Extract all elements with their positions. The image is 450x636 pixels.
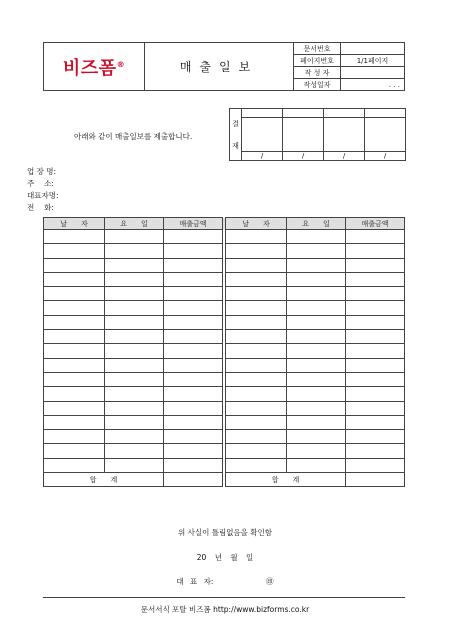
cell-day[interactable] bbox=[287, 330, 346, 344]
approval-side-bottom: 재 bbox=[232, 141, 239, 150]
approval-sign-cell[interactable] bbox=[242, 118, 283, 152]
table-row bbox=[44, 258, 405, 272]
cell-date[interactable] bbox=[226, 444, 287, 458]
cell-amount[interactable] bbox=[346, 301, 405, 315]
representative-label: 대 표 자: bbox=[176, 577, 214, 586]
cell-amount[interactable] bbox=[346, 330, 405, 344]
cell-day[interactable] bbox=[105, 230, 164, 244]
footer-text: 문서서식 포탈 비즈폼 http://www.bizforms.co.kr bbox=[140, 605, 310, 614]
cell-amount[interactable] bbox=[346, 430, 405, 444]
footer-divider bbox=[43, 597, 405, 598]
cell-date[interactable] bbox=[226, 344, 287, 358]
approval-date-cell[interactable]: / bbox=[324, 152, 365, 161]
cell-amount[interactable] bbox=[346, 401, 405, 415]
table-row bbox=[44, 458, 405, 472]
cell-date[interactable] bbox=[44, 230, 105, 244]
signature-date-line: 20 년 월 일 bbox=[196, 553, 254, 562]
page-title: 매출일보 bbox=[179, 60, 259, 74]
total-value-right[interactable] bbox=[346, 473, 405, 487]
approval-side-label bbox=[230, 109, 242, 161]
approval-sign-cell[interactable] bbox=[324, 118, 365, 152]
cell-amount[interactable] bbox=[164, 372, 223, 386]
table-row bbox=[44, 330, 405, 344]
cell-date[interactable] bbox=[226, 458, 287, 472]
cell-day[interactable] bbox=[287, 458, 346, 472]
table-row bbox=[44, 401, 405, 415]
cell-date[interactable] bbox=[226, 387, 287, 401]
cell-day[interactable] bbox=[287, 444, 346, 458]
column-header-amount: 매출금액 bbox=[164, 218, 223, 230]
cell-day[interactable] bbox=[105, 415, 164, 429]
column-header-day: 요 일 bbox=[105, 218, 164, 230]
cell-date[interactable] bbox=[226, 301, 287, 315]
logo-text: 비즈폼 bbox=[62, 57, 117, 79]
cell-day[interactable] bbox=[287, 344, 346, 358]
confirmation-text: 위 사실이 틀림없음을 확인함 bbox=[177, 528, 273, 537]
table-row bbox=[44, 358, 405, 372]
cell-amount[interactable] bbox=[164, 287, 223, 301]
registered-mark: ® bbox=[116, 59, 126, 69]
cell-day[interactable] bbox=[105, 258, 164, 272]
info-phone: 전 화: bbox=[27, 203, 54, 212]
table-row bbox=[44, 387, 405, 401]
cell-amount[interactable] bbox=[346, 372, 405, 386]
cell-amount[interactable] bbox=[164, 458, 223, 472]
table-row bbox=[44, 301, 405, 315]
cell-amount[interactable] bbox=[164, 401, 223, 415]
cell-date[interactable] bbox=[44, 244, 105, 258]
cell-day[interactable] bbox=[287, 315, 346, 329]
approval-box bbox=[229, 108, 406, 161]
field-label-doc-no: 문서번호 bbox=[294, 43, 341, 55]
cell-date[interactable] bbox=[226, 230, 287, 244]
cell-date[interactable] bbox=[226, 415, 287, 429]
table-row bbox=[44, 287, 405, 301]
cell-amount[interactable] bbox=[164, 430, 223, 444]
cell-day[interactable] bbox=[287, 358, 346, 372]
representative-line bbox=[0, 576, 450, 587]
cell-date[interactable] bbox=[44, 458, 105, 472]
cell-day[interactable] bbox=[105, 458, 164, 472]
cell-day[interactable] bbox=[287, 230, 346, 244]
cell-date[interactable] bbox=[44, 372, 105, 386]
seal-mark: ㊞ bbox=[266, 577, 274, 586]
cell-amount[interactable] bbox=[164, 387, 223, 401]
cell-date[interactable] bbox=[44, 430, 105, 444]
cell-date[interactable] bbox=[44, 287, 105, 301]
cell-date[interactable] bbox=[44, 444, 105, 458]
approval-sign-cell[interactable] bbox=[283, 118, 324, 152]
cell-day[interactable] bbox=[105, 244, 164, 258]
table-row bbox=[44, 415, 405, 429]
table-body bbox=[44, 230, 405, 473]
cell-amount[interactable] bbox=[346, 315, 405, 329]
field-label-page-no: 페이지번호 bbox=[294, 55, 341, 67]
table-row bbox=[44, 272, 405, 286]
table-row bbox=[44, 444, 405, 458]
cell-amount[interactable] bbox=[346, 258, 405, 272]
sales-table bbox=[43, 217, 405, 487]
cell-day[interactable] bbox=[287, 301, 346, 315]
cell-date[interactable] bbox=[44, 344, 105, 358]
total-label-right: 합 계 bbox=[226, 473, 346, 487]
cell-date[interactable] bbox=[226, 287, 287, 301]
cell-day[interactable] bbox=[105, 330, 164, 344]
cell-amount[interactable] bbox=[164, 230, 223, 244]
cell-date[interactable] bbox=[226, 401, 287, 415]
cell-day[interactable] bbox=[287, 272, 346, 286]
cell-amount[interactable] bbox=[164, 301, 223, 315]
cell-day[interactable] bbox=[105, 444, 164, 458]
cell-day[interactable] bbox=[105, 372, 164, 386]
cell-date[interactable] bbox=[44, 415, 105, 429]
cell-amount[interactable] bbox=[346, 344, 405, 358]
cell-date[interactable] bbox=[44, 301, 105, 315]
cell-date[interactable] bbox=[44, 330, 105, 344]
approval-title-cell[interactable] bbox=[242, 109, 283, 118]
approval-date-cell[interactable]: / bbox=[283, 152, 324, 161]
table-row bbox=[44, 244, 405, 258]
cell-amount[interactable] bbox=[346, 272, 405, 286]
cell-day[interactable] bbox=[287, 287, 346, 301]
cell-amount[interactable] bbox=[346, 287, 405, 301]
table-row bbox=[44, 430, 405, 444]
cell-day[interactable] bbox=[105, 387, 164, 401]
total-value-left[interactable] bbox=[164, 473, 223, 487]
cell-amount[interactable] bbox=[164, 344, 223, 358]
approval-title-cell[interactable] bbox=[283, 109, 324, 118]
table-header-row bbox=[44, 218, 405, 230]
cell-day[interactable] bbox=[287, 401, 346, 415]
cell-day[interactable] bbox=[105, 272, 164, 286]
table-row bbox=[44, 372, 405, 386]
field-value-doc-no[interactable] bbox=[341, 43, 405, 55]
cell-date[interactable] bbox=[226, 358, 287, 372]
approval-side-top: 결 bbox=[232, 119, 239, 128]
column-header-day: 요 일 bbox=[287, 218, 346, 230]
cell-amount[interactable] bbox=[346, 415, 405, 429]
cell-amount[interactable] bbox=[164, 244, 223, 258]
cell-date[interactable] bbox=[226, 244, 287, 258]
table-row bbox=[44, 230, 405, 244]
approval-sign-cell[interactable] bbox=[365, 118, 406, 152]
cell-date[interactable] bbox=[226, 272, 287, 286]
cell-day[interactable] bbox=[105, 301, 164, 315]
cell-amount[interactable] bbox=[346, 244, 405, 258]
cell-date[interactable] bbox=[226, 330, 287, 344]
cell-day[interactable] bbox=[287, 430, 346, 444]
bizforms-logo bbox=[63, 58, 125, 79]
cell-day[interactable] bbox=[287, 387, 346, 401]
approval-title-cell[interactable] bbox=[365, 109, 406, 118]
cell-amount[interactable] bbox=[346, 230, 405, 244]
field-value-author[interactable] bbox=[341, 67, 405, 79]
cell-day[interactable] bbox=[105, 401, 164, 415]
cell-date[interactable] bbox=[44, 272, 105, 286]
cell-day[interactable] bbox=[105, 358, 164, 372]
cell-amount[interactable] bbox=[164, 315, 223, 329]
field-value-date[interactable]: . . . bbox=[341, 79, 405, 91]
column-header-date: 날 자 bbox=[226, 218, 287, 230]
table-row bbox=[44, 344, 405, 358]
info-business-name: 업 장 명: bbox=[27, 167, 57, 176]
cell-day[interactable] bbox=[105, 344, 164, 358]
cell-amount[interactable] bbox=[164, 258, 223, 272]
info-address: 주 소: bbox=[27, 179, 54, 188]
cell-amount[interactable] bbox=[164, 358, 223, 372]
cell-day[interactable] bbox=[105, 315, 164, 329]
field-value-page-no[interactable]: 1/1페이지 bbox=[341, 55, 405, 67]
cell-amount[interactable] bbox=[346, 458, 405, 472]
submission-notice: 아래와 같이 매출일보를 제출합니다. bbox=[74, 132, 193, 141]
cell-day[interactable] bbox=[105, 430, 164, 444]
cell-amount[interactable] bbox=[346, 387, 405, 401]
column-header-amount: 매출금액 bbox=[346, 218, 405, 230]
cell-date[interactable] bbox=[226, 315, 287, 329]
cell-date[interactable] bbox=[44, 358, 105, 372]
cell-amount[interactable] bbox=[164, 330, 223, 344]
cell-date[interactable] bbox=[226, 372, 287, 386]
cell-day[interactable] bbox=[287, 415, 346, 429]
cell-date[interactable] bbox=[226, 430, 287, 444]
title-cell bbox=[145, 43, 294, 91]
document-header bbox=[43, 42, 405, 91]
cell-amount[interactable] bbox=[346, 444, 405, 458]
table-row bbox=[44, 315, 405, 329]
total-row bbox=[44, 473, 405, 487]
field-label-date: 작성일자 bbox=[294, 79, 341, 91]
cell-amount[interactable] bbox=[346, 358, 405, 372]
info-representative: 대표자명: bbox=[27, 191, 59, 200]
column-header-date: 날 자 bbox=[44, 218, 105, 230]
cell-amount[interactable] bbox=[164, 444, 223, 458]
cell-day[interactable] bbox=[287, 258, 346, 272]
cell-day[interactable] bbox=[287, 244, 346, 258]
approval-date-cell[interactable]: / bbox=[365, 152, 406, 161]
cell-date[interactable] bbox=[44, 387, 105, 401]
field-label-author: 작 성 자 bbox=[294, 67, 341, 79]
logo-cell bbox=[44, 43, 145, 91]
cell-date[interactable] bbox=[44, 258, 105, 272]
cell-date[interactable] bbox=[44, 315, 105, 329]
cell-day[interactable] bbox=[105, 287, 164, 301]
cell-amount[interactable] bbox=[164, 272, 223, 286]
cell-amount[interactable] bbox=[164, 415, 223, 429]
total-label-left: 합 계 bbox=[44, 473, 164, 487]
approval-title-cell[interactable] bbox=[324, 109, 365, 118]
approval-date-cell[interactable]: / bbox=[242, 152, 283, 161]
cell-day[interactable] bbox=[287, 372, 346, 386]
cell-date[interactable] bbox=[44, 401, 105, 415]
cell-date[interactable] bbox=[226, 258, 287, 272]
